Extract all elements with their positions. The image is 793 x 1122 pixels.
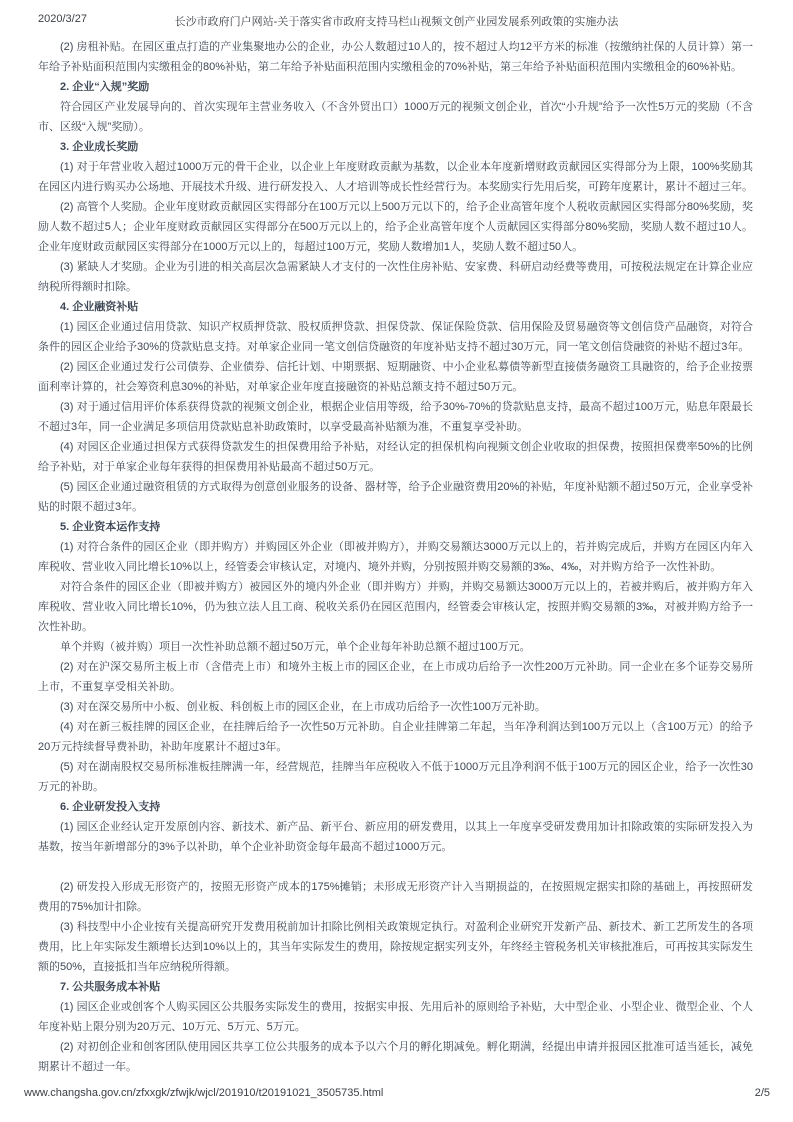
paragraph: (5) 园区企业通过融资租赁的方式取得为创意创业服务的设备、器材等，给予企业融资费用20%的补贴，年度补贴额不超过50万元，企业享受补贴的时限不超过3年。 [38,481,753,513]
paragraph: (1) 园区企业或创客个人购买园区公共服务实际发生的费用，按据实申报、先用后补的原则给予补贴，大中型企业、小型企业、微型企业、个人年度补贴上限分别为20万元、10万元、5万元、5万元。 [38,1001,753,1033]
paragraph: (3) 紧缺人才奖励。企业为引进的相关高层次急需紧缺人才支付的一次性住房补贴、安家费、科研启动经费等费用，可按税法规定在计算企业应纳税所得额时扣除。 [38,261,753,293]
section-heading: 3. 企业成长奖励 [60,141,139,153]
paragraph: 符合园区产业发展导向的、首次实现年主营业务收入（不含外贸出口）1000万元的视频文创企业，首次“小升规”给予一次性5万元的奖励（不含市、区级“入规”奖励）。 [38,101,753,133]
paragraph: (1) 园区企业经认定开发原创内容、新技术、新产品、新平台、新应用的研发费用，以其上一年度享受研发费用加计扣除政策的实际研发投入为基数，按当年新增部分的3%予以补助，单个企业补助资金每年最高不超过1000万元。 [38,821,753,853]
paragraph: (4) 对在新三板挂牌的园区企业，在挂牌后给予一次性50万元补助。自企业挂牌第二年起，当年净利润达到100万元以上（含100万元）的给予20万元持续督导费补助，补助年度累计不超过3年。 [38,721,753,753]
print-footer [24,1087,770,1099]
paragraph: (2) 园区企业通过发行公司债券、企业债券、信托计划、中期票据、短期融资、中小企业私募债等新型直接债务融资工具融资的，给予企业按票面利率计算的，社会筹资利息30%的补贴，对单家企业年度直接融资的补贴总额支持不超过50万元。 [38,361,753,393]
paragraph: (3) 科技型中小企业按有关提高研究开发费用税前加计扣除比例相关政策规定执行。对盈利企业研究开发新产品、新技术、新工艺所发生的各项费用，比上年实际发生额增长达到10%以上的，其当年实际发生的费用，除按规定据实列支外，年终经主管税务机关审核批准后，可再按其实际发生额的50%，直接抵扣当年应纳税所得额。 [38,921,754,973]
source-url: www.changsha.gov.cn/zfxxgk/zfwjk/wjcl/201910/t20191021_3505735.html [24,1087,384,1099]
document-title: 长沙市政府门户网站-关于落实省市政府支持马栏山视频文创产业园发展系列政策的实施办法 [174,16,619,28]
paragraph: (2) 房租补贴。在园区重点打造的产业集聚地办公的企业，办公人数超过10人的，按不超过人均12平方米的标准（按缴纳社保的人员计算）第一年给予补贴面积范围内实缴租金的80%补贴，第二年给予补贴面积范围内实缴租金的70%补贴，第三年给予补贴面积范围内实缴租金的60%补贴。 [38,41,753,73]
paragraph: (2) 对初创企业和创客团队使用园区共享工位公共服务的成本予以六个月的孵化期减免。孵化期满，经提出申请并报园区批准可适当延长，减免期累计不超过一年。 [38,1041,753,1073]
paragraph: (3) 对于通过信用评价体系获得贷款的视频文创企业，根据企业信用等级，给予30%-70%的贷款贴息支持，最高不超过100万元，贴息年限最长不超过3年，同一企业满足多项信用贷款贴息补助政策时，以享受最高补贴额为准，不重复享受补助。 [38,401,753,433]
print-header [0,13,793,29]
paragraph: (2) 高管个人奖励。企业年度财政贡献园区实得部分在100万元以上500万元以下的，给予企业高管年度个人税收贡献园区实得部分80%奖励，奖励人数不超过5人；企业年度财政贡献园区实得部分在500万元以上的，给予企业高管年度个人贡献园区实得部分80%奖励，奖励人数不超过10人。企业年度财政贡献园区实得部分在1000万元以上的，每超过100万元，奖励人数增加1人，奖励人数不超过50人。 [38,201,753,253]
paragraph: (2) 对在沪深交易所主板上市（含借壳上市）和境外主板上市的园区企业，在上市成功后给予一次性200万元补助。同一企业在多个证券交易所上市，不重复享受相关补助。 [38,661,753,693]
section-heading: 6. 企业研发投入支持 [60,801,161,813]
section-heading: 2. 企业“入规”奖励 [60,81,150,93]
print-date: 2020/3/27 [38,13,87,25]
paragraph: (5) 对在湖南股权交易所标准板挂牌满一年，经营规范，挂牌当年应税收入不低于1000万元且净利润不低于100万元的园区企业，给予一次性30万元的补助。 [38,761,753,793]
paragraph: 单个并购（被并购）项目一次性补助总额不超过50万元，单个企业每年补助总额不超过100万元。 [60,641,531,653]
section-heading: 7. 公共服务成本补贴 [60,981,161,993]
page-indicator: 2/5 [754,1087,770,1099]
paragraph: (3) 对在深交易所中小板、创业板、科创板上市的园区企业，在上市成功后给予一次性100万元补助。 [60,701,546,713]
paragraph: (4) 对园区企业通过担保方式获得贷款发生的担保费用给予补贴，对经认定的担保机构向视频文创企业收取的担保费，按照担保费率50%的比例给予补贴，对于单家企业每年获得的担保费用补贴最高不超过50万元。 [38,441,753,473]
paragraph: 对符合条件的园区企业（即被并购方）被园区外的境内外企业（即并购方）并购，并购交易额达3000万元以上的，若被并购后，被并购方年入库税收、营业收入同比增长10%，仍为独立法人且工商、税收关系仍在园区范围内，经管委会审核认定，按照并购交易额的3‰，对被并购方给予一次性补助。 [38,581,753,633]
section-heading: 4. 企业融资补贴 [60,301,139,313]
paragraph: (1) 对符合条件的园区企业（即并购方）并购园区外企业（即被并购方），并购交易额达3000万元以上的，若并购完成后，并购方在园区内年入库税收、营业收入同比增长10%以上，经管委会审核认定，对境内、境外并购，分别按照并购交易额的3‰、4‰，对并购方给予一次性补助。 [38,541,753,573]
blank-line [38,857,753,877]
paragraph: (1) 对于年营业收入超过1000万元的骨干企业，以企业上年度财政贡献为基数，以企业本年度新增财政贡献园区实得部分为上限，100%奖励其在园区内进行购买办公场地、开展技术升级、进行研发投入、人才培训等成长性经营行为。本奖励实行先用后奖，可跨年度累计，累计不超过三年。 [38,161,753,193]
section-heading: 5. 企业资本运作支持 [60,521,161,533]
paragraph: (2) 研发投入形成无形资产的，按照无形资产成本的175%摊销；未形成无形资产计入当期损益的，在按照规定据实扣除的基础上，再按照研发费用的75%加计扣除。 [38,881,753,913]
document-body [38,37,753,1077]
paragraph: (1) 园区企业通过信用贷款、知识产权质押贷款、股权质押贷款、担保贷款、保证保险贷款、信用保险及贸易融资等文创信贷产品融资，对符合条件的园区企业给予30%的贷款贴息支持。对单家企业同一笔文创信贷融资的年度补贴支持不超过30万元，同一笔文创信贷融资的补贴不超过3年。 [38,321,753,353]
